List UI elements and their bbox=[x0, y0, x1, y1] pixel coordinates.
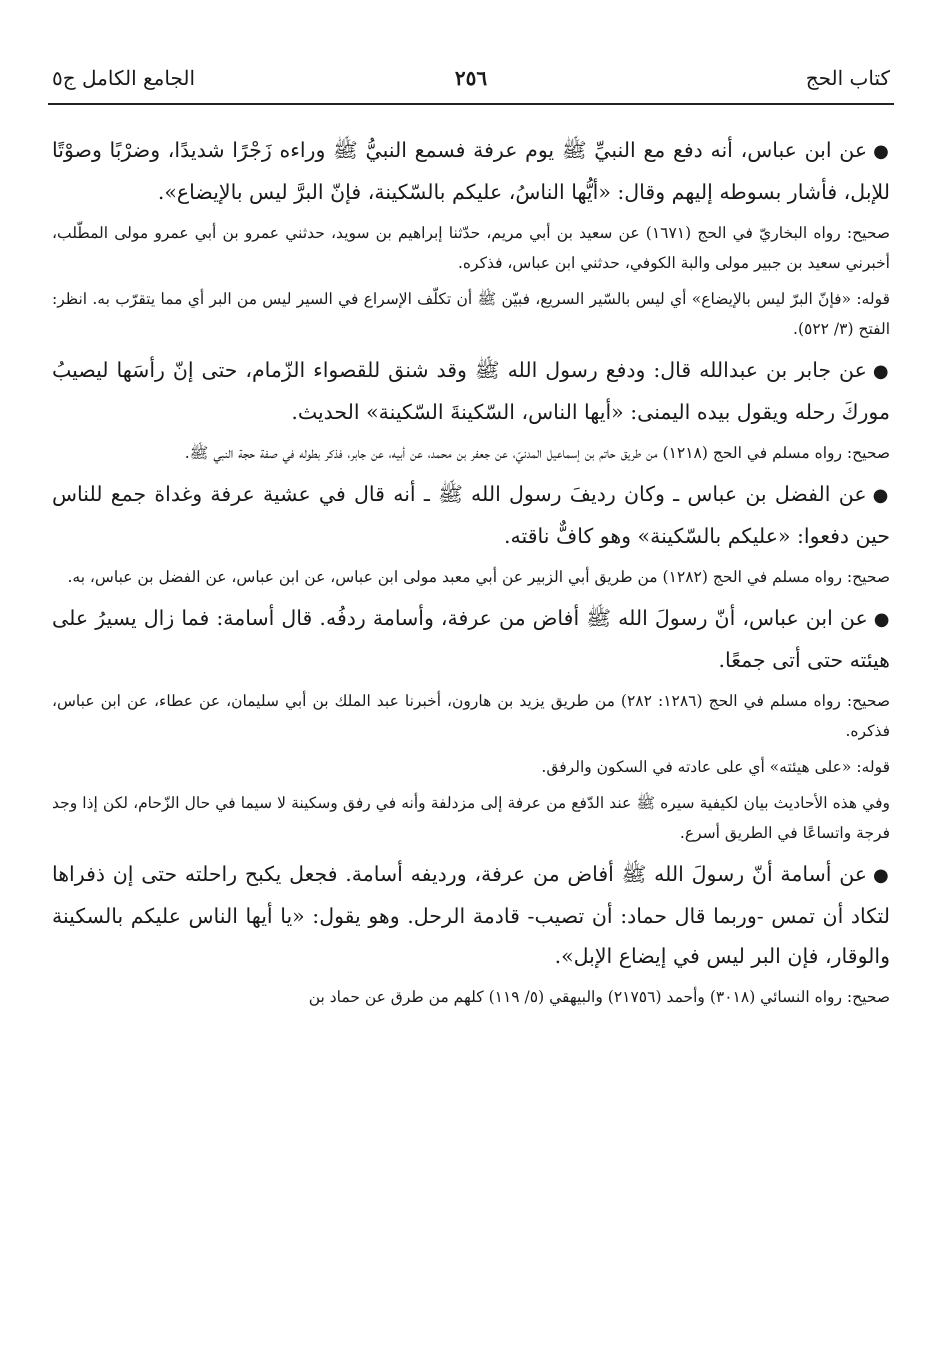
hadith-paragraph: ●عن الفضل بن عباس ـ وكان رديفَ رسول الله ﷺ ـ أنه قال في عشية عرفة وغداة جمع للناس حين دفعوا: «عليكم بالسّكينة» وهو كافٌّ ناقته. bbox=[52, 482, 890, 548]
commentary-paragraph: قوله: «على هيئته» أي على عادته في السكون والرفق. bbox=[541, 758, 890, 776]
page-content bbox=[52, 130, 890, 1018]
page-header bbox=[52, 66, 890, 100]
page-number: ٢٥٦ bbox=[454, 66, 488, 90]
bullet-icon: ● bbox=[873, 141, 890, 162]
commentary-paragraph: وفي هذه الأحاديث بيان لكيفية سيره ﷺ عند الدّفع من عرفة إلى مزدلفة وأنه في رفق وسكينة لا سيما في حال الزّحام، لكن إذا وجد فرجة واتساعًا في الطريق أسرع. bbox=[52, 794, 890, 842]
hadith-paragraph: ●عن ابن عباس، أنّ رسولَ الله ﷺ أفاض من عرفة، وأسامة ردفُه. قال أسامة: فما زال يسيرُ على هيئته حتى أتى جمعًا. bbox=[52, 606, 890, 672]
commentary-paragraph: قوله: «فإنّ البرّ ليس بالإيضاع» أي ليس بالسّير السريع، فبيّن ﷺ أن تكلّف الإسراع في السير ليس من البر أي مما يتقرّب به. انظر: الفتح (٣/ ٥٢٢). bbox=[52, 290, 890, 338]
bullet-icon: ● bbox=[872, 361, 890, 382]
header-divider bbox=[48, 103, 894, 105]
commentary-paragraph: صحيح: رواه مسلم في الحج (١٢٨٦: ٢٨٢) من طريق يزيد بن هارون، أخبرنا عبد الملك بن أبي سليمان، عن عطاء، عن ابن عباس، فذكره. bbox=[52, 692, 890, 740]
hadith-paragraph: ●عن ابن عباس، أنه دفع مع النبيِّ ﷺ يوم عرفة فسمع النبيُّ ﷺ وراءه زَجْرًا شديدًا، وضرْبًا وصوْتًا للإبل، فأشار بسوطه إليهم وقال: «أيُّها الناسُ، عليكم بالسّكينة، فإنّ البرَّ ليس بالإيضاع». bbox=[52, 138, 890, 204]
book-title: كتاب الحج bbox=[805, 66, 890, 90]
volume-title: الجامع الكامل ج٥ bbox=[52, 66, 196, 90]
commentary-paragraph: صحيح: رواه مسلم في الحج (١٢٨٢) من طريق أبي الزبير عن أبي معبد مولى ابن عباس، عن ابن عباس، عن الفضل بن عباس، به. bbox=[67, 568, 890, 586]
hadith-paragraph: ●عن جابر بن عبدالله قال: ودفع رسول الله ﷺ وقد شنق للقصواء الزّمام، حتى إنّ رأسَها ليصيبُ موركَ رحله ويقول بيده اليمنى: «أيها الناس، السّكينةَ السّكينة» الحديث. bbox=[52, 358, 890, 424]
bullet-icon: ● bbox=[873, 865, 890, 886]
commentary-paragraph: صحيح: رواه النسائي (٣٠١٨) وأحمد (٢١٧٥٦) والبيهقي (٥/ ١١٩) كلهم من طرق عن حماد بن bbox=[308, 988, 890, 1006]
bullet-icon: ● bbox=[872, 485, 890, 506]
commentary-paragraph: صحيح: رواه البخاريّ في الحج (١٦٧١) عن سعيد بن أبي مريم، حدّثنا إبراهيم بن سويد، حدثني عمرو بن أبي عمرو مولى المطّلب، أخبرني سعيد بن جبير مولى والبة الكوفي، حدثني ابن عباس، فذكره. bbox=[52, 224, 890, 272]
commentary-paragraph: صحيح: رواه مسلم في الحج (١٢١٨) من طريق حاتم بن إسماعيل المدنيّ، عن جعفر بن محمد، عن أبيه، عن جابر، فذكر بطوله في صفة حجة النبي ﷺ. bbox=[184, 444, 890, 462]
bullet-icon: ● bbox=[873, 609, 890, 630]
hadith-paragraph: ●عن أسامة أنّ رسولَ الله ﷺ أفاض من عرفة، ورديفه أسامة. فجعل يكبح راحلته حتى إن ذفراها لتكاد أن تمس -وربما قال حماد: أن تصيب- قادمة الرحل. وهو يقول: «يا أيها الناس عليكم بالسكينة والوقار، فإن البر ليس في إيضاع الإبل». bbox=[52, 862, 890, 968]
